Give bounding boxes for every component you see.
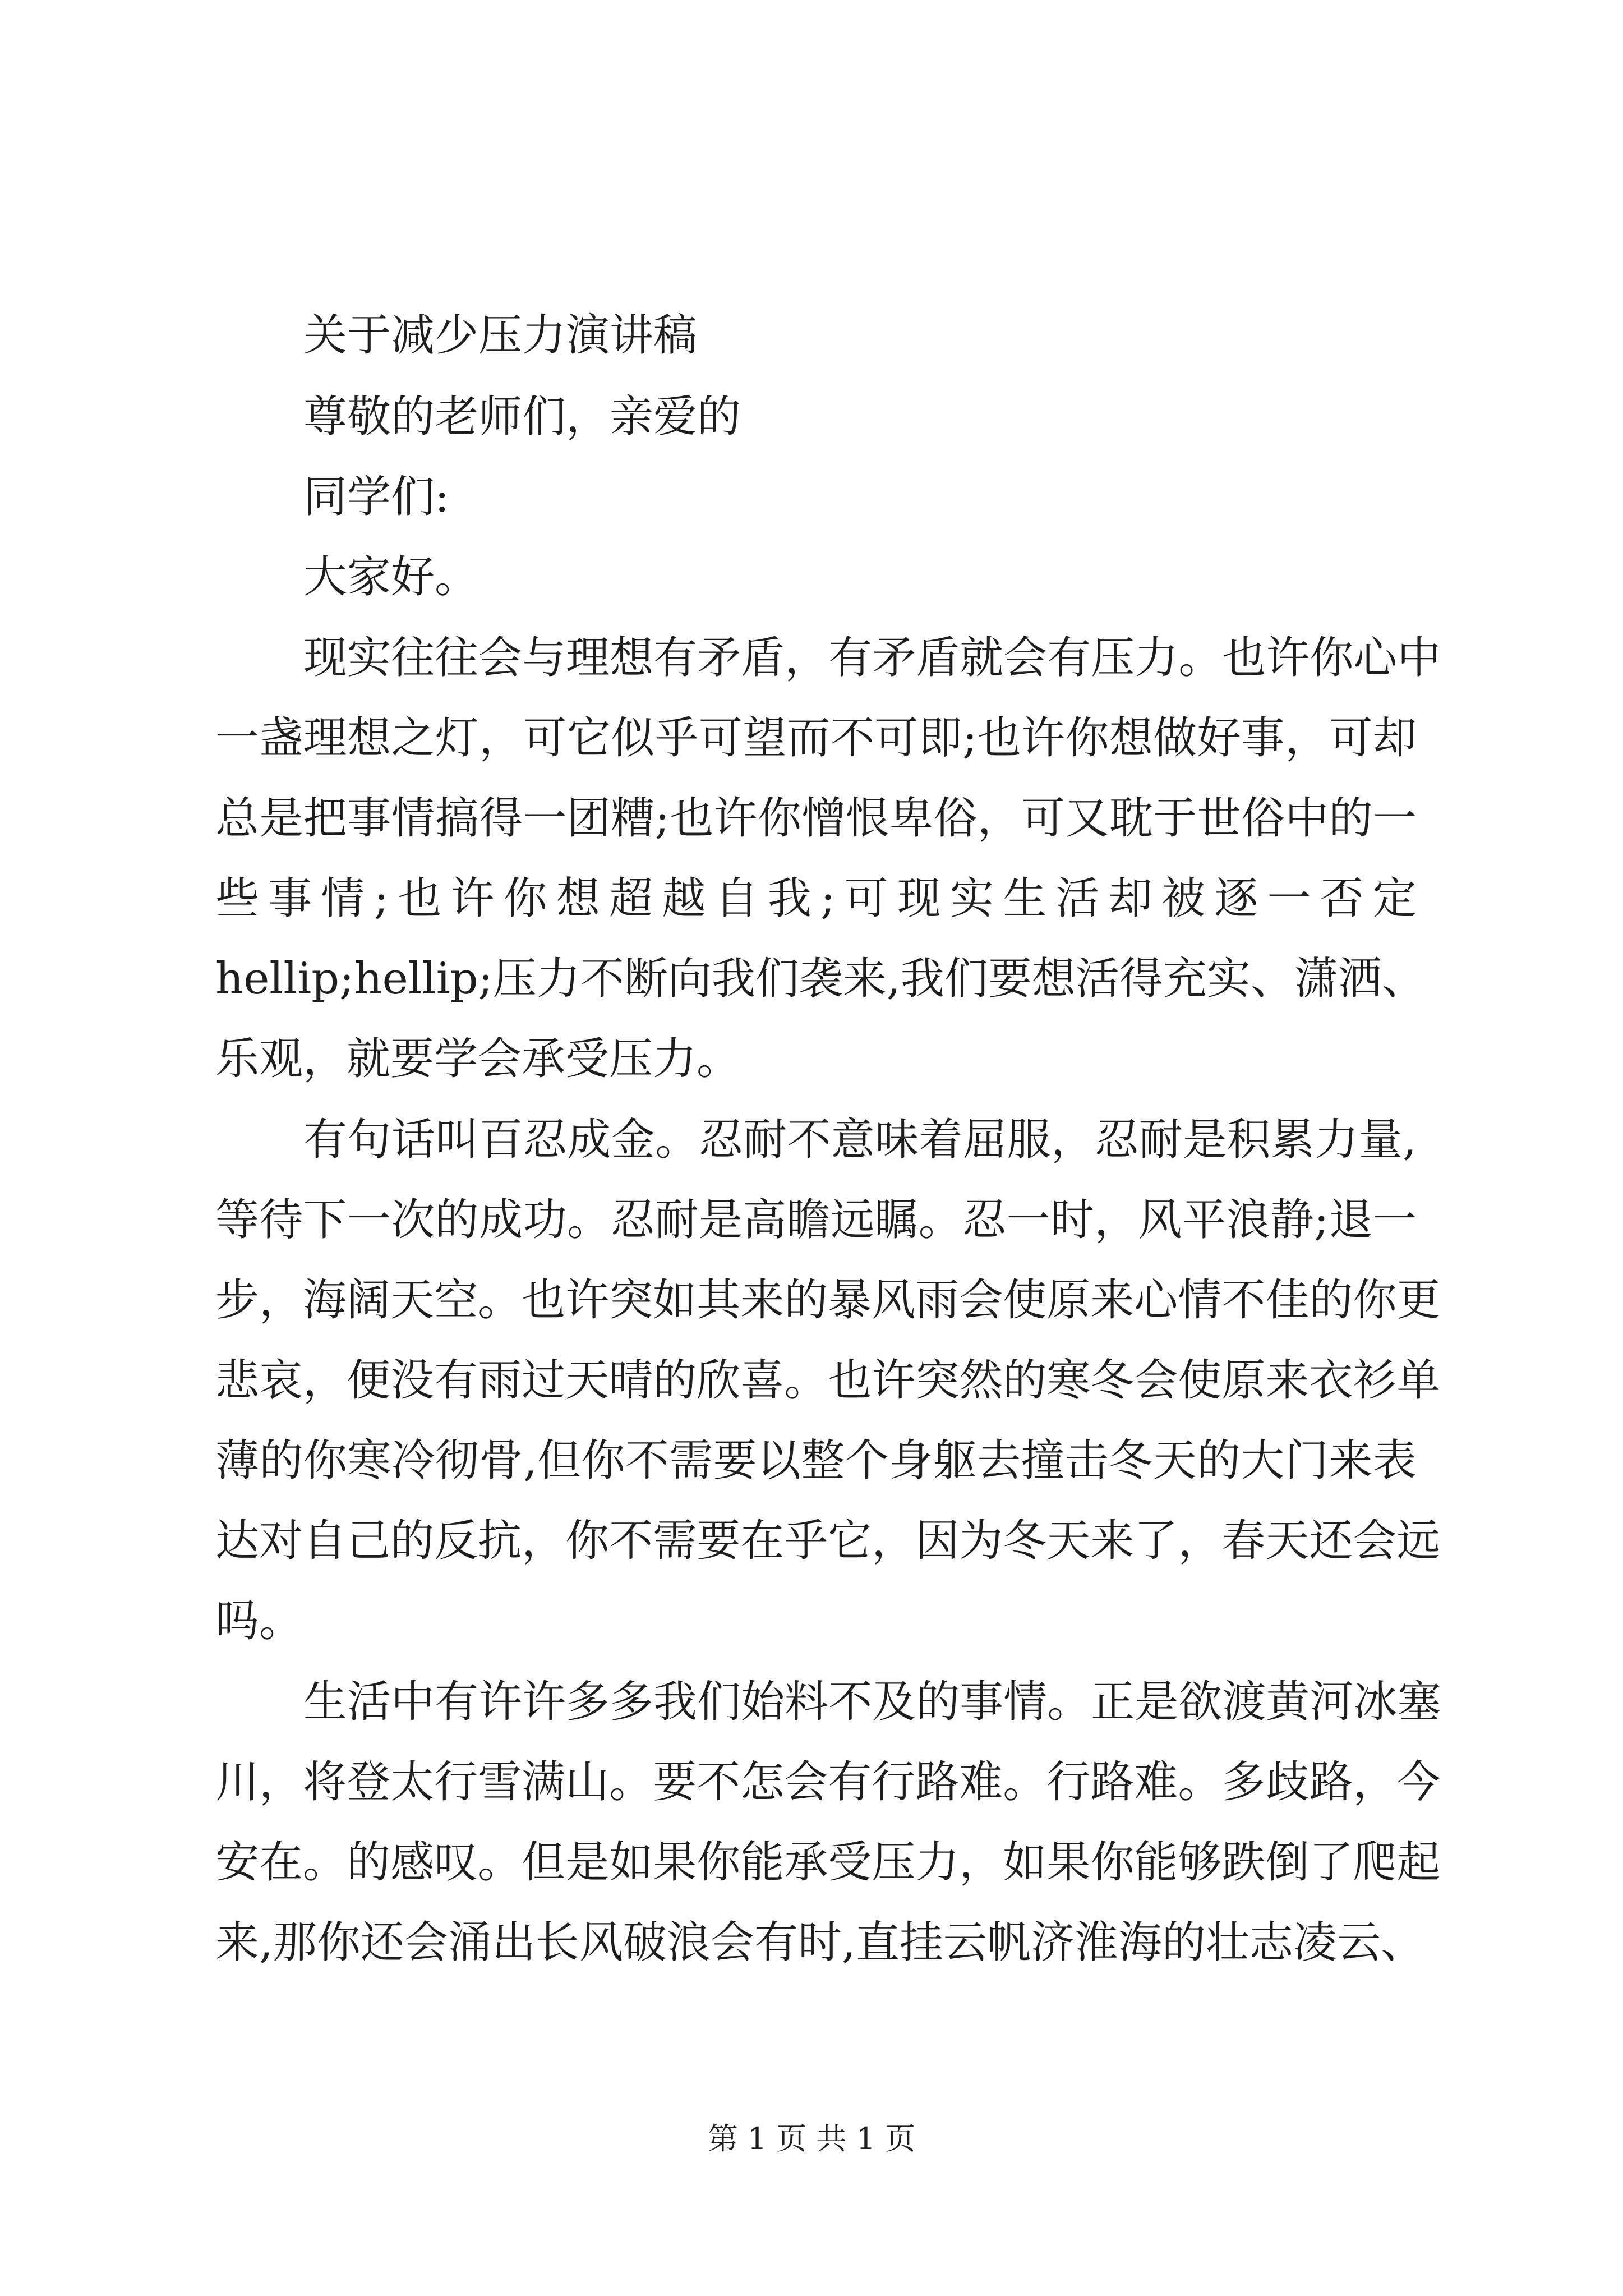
salutation-line-1: 尊敬的老师们，亲爱的 bbox=[303, 392, 741, 442]
paragraph-2-line-4: 悲 哀 ， 便 没 有 雨 过 天 晴 的 欣 喜 。 也 许 突 然 的 寒 冬 会 使 原 来 衣 衫 单 bbox=[215, 1355, 1441, 1406]
paragraph-1-line-6: 乐观，就要学会承受压力。 bbox=[215, 1034, 741, 1084]
paragraph-3-line-3: 安 在 。 的 感 叹 。 但 是 如 果 你 能 承 受 压 力 ， 如 果 你 能 够 跌 倒 了 爬 起 bbox=[215, 1837, 1441, 1888]
paragraph-2-line-5: 薄 的 你 寒 冷 彻 骨 , 但 你 不 需 要 以 整 个 身 躯 去 撞 击 冬 天 的 大 门 来 表 bbox=[215, 1435, 1417, 1486]
paragraph-1-line-4-char: 活 bbox=[1055, 873, 1100, 924]
paragraph-1-line-4-char: 实 bbox=[950, 873, 994, 924]
paragraph-1-line-4-char: 被 bbox=[1161, 873, 1205, 924]
paragraph-2-line-3: 步 ， 海 阔 天 空 。 也 许 突 如 其 来 的 暴 风 雨 会 使 原 来 心 情 不 佳 的 你 更 bbox=[215, 1275, 1441, 1326]
paragraph-1-line-4-char: ; bbox=[374, 873, 389, 924]
paragraph-1-line-4-char: 些 bbox=[215, 873, 260, 924]
paragraph-1-line-4-char: 现 bbox=[897, 873, 941, 924]
paragraph-1-line-4-char: 越 bbox=[662, 873, 706, 924]
paragraph-2-line-1: 有 句 话 叫 百 忍 成 金 。 忍 耐 不 意 味 着 屈 服 ， 忍 耐 是 积 累 力 量 , bbox=[303, 1115, 1417, 1165]
paragraph-1-line-4-char: 生 bbox=[1003, 873, 1047, 924]
paragraph-1-line-1: 现 实 往 往 会 与 理 想 有 矛 盾 ， 有 矛 盾 就 会 有 压 力 。 也 许 你 心 中 bbox=[303, 633, 1441, 683]
paragraph-1-line-4 bbox=[215, 872, 1417, 926]
paragraph-1-line-4-char: 自 bbox=[714, 873, 759, 924]
paragraph-1-line-4-char: 却 bbox=[1108, 873, 1152, 924]
paragraph-1-line-4-char: ; bbox=[820, 873, 836, 924]
paragraph-2-line-2: 等 待 下 一 次 的 成 功 。 忍 耐 是 高 瞻 远 瞩 。 忍 一 时 ， 风 平 浪 静 ; 退 一 bbox=[215, 1195, 1417, 1245]
paragraph-1-line-4-char: 许 bbox=[450, 873, 495, 924]
paragraph-1-line-4-char: 否 bbox=[1320, 873, 1364, 924]
document-title: 关于减少压力演讲稿 bbox=[303, 310, 698, 361]
paragraph-1-line-4-char: 事 bbox=[268, 873, 312, 924]
greeting-line: 大家好。 bbox=[303, 552, 479, 602]
page-footer: 第 1 页 共 1 页 bbox=[707, 2121, 916, 2156]
paragraph-1-line-2: 一 盏 理 想 之 灯 ， 可 它 似 乎 可 望 而 不 可 即 ; 也 许 你 想 做 好 事 ， 可 却 bbox=[215, 713, 1417, 763]
paragraph-1-line-5: hellip;hellip; 压 力 不 断 向 我 们 袭 来 , 我 们 要 想 活 得 充 实 、 潇 洒 、 bbox=[215, 954, 1426, 1004]
paragraph-1-line-4-char: 定 bbox=[1372, 873, 1417, 924]
paragraph-3-line-4: 来 , 那 你 还 会 涌 出 长 风 破 浪 会 有 时 , 直 挂 云 帆 济 淮 海 的 壮 志 凌 云 、 bbox=[215, 1917, 1425, 1968]
paragraph-1-line-4-char: 我 bbox=[767, 873, 811, 924]
paragraph-2-line-7: 吗。 bbox=[215, 1596, 303, 1646]
paragraph-1-line-4-char: 你 bbox=[503, 873, 547, 924]
paragraph-1-line-4-char: 想 bbox=[556, 873, 600, 924]
salutation-line-2: 同学们: bbox=[303, 472, 450, 522]
paragraph-1-line-3: 总 是 把 事 情 搞 得 一 团 糟 ; 也 许 你 憎 恨 卑 俗 ， 可 又 耽 于 世 俗 中 的 一 bbox=[215, 793, 1417, 844]
paragraph-1-line-4-char: 超 bbox=[609, 873, 653, 924]
paragraph-2-line-6: 达 对 自 己 的 反 抗 ， 你 不 需 要 在 乎 它 ， 因 为 冬 天 来 了 ， 春 天 还 会 远 bbox=[215, 1516, 1441, 1566]
paragraph-1-line-4-char: 一 bbox=[1267, 873, 1311, 924]
paragraph-1-line-4-char: 情 bbox=[321, 873, 365, 924]
paragraph-1-line-4-char: 逐 bbox=[1214, 873, 1258, 924]
paragraph-1-line-4-char: 也 bbox=[398, 873, 442, 924]
paragraph-3-line-2: 川 ， 将 登 太 行 雪 满 山 。 要 不 怎 会 有 行 路 难 。 行 路 难 。 多 歧 路 ， 今 bbox=[215, 1757, 1441, 1807]
paragraph-3-line-1: 生 活 中 有 许 许 多 多 我 们 始 料 不 及 的 事 情 。 正 是 欲 渡 黄 河 冰 塞 bbox=[303, 1677, 1441, 1727]
paragraph-1-line-4-char: 可 bbox=[844, 873, 888, 924]
